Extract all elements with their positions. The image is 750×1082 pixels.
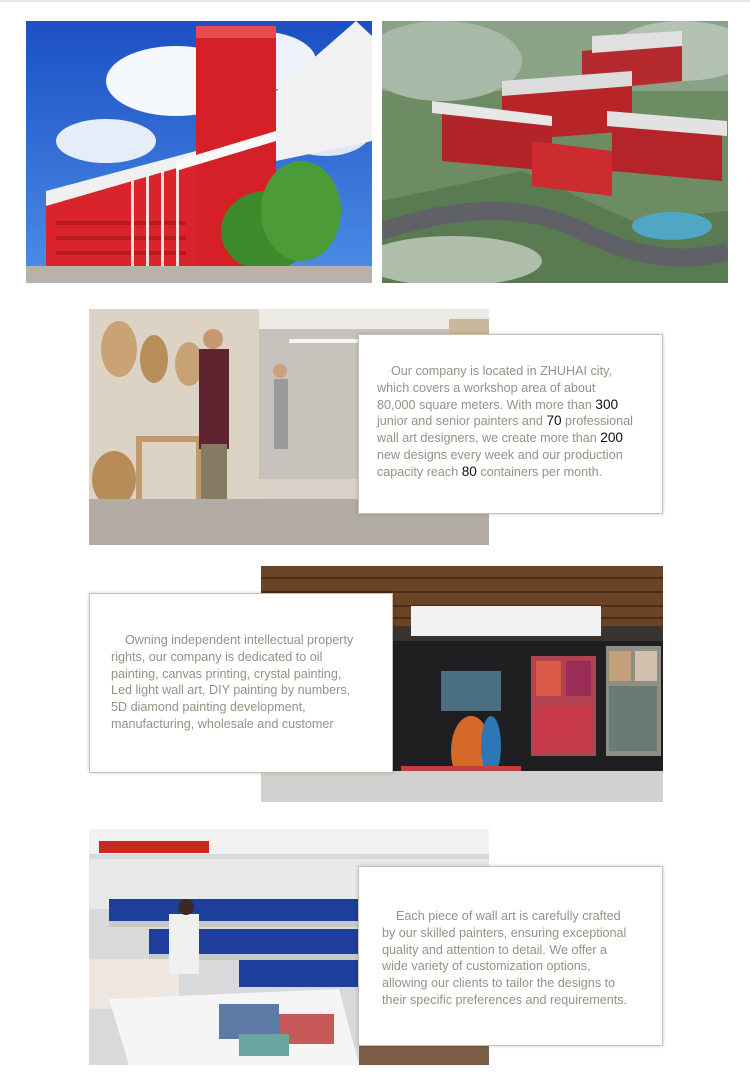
company-location-text-box [358, 334, 663, 514]
top-divider [0, 0, 750, 2]
weekly-designs: 200 [600, 430, 623, 446]
company-location-text: Our company is located in ZHUHAI city, which covers a workshop area of about 80,000 square meters. With more than 300 junior and senior painters and 70 professional wall art designers, we create more than 200 new designs every week and our production capacity reach 80 containers per month. [377, 364, 633, 479]
company-products-text: Owning independent intellectual property rights, our company is dedicated to oil painting, canvas printing, crystal painting, Led light wall art, DIY painting by numbers, 5D diamond painting development, manufacturing, wholesale and customer [111, 633, 354, 731]
painter-count: 300 [595, 396, 619, 412]
monthly-containers: 80 [461, 463, 477, 479]
company-products-text-box [89, 593, 393, 773]
designer-count: 70 [546, 413, 562, 429]
factory-building-photo [26, 21, 372, 283]
craftsmanship-text-box [358, 866, 663, 1046]
craftsmanship-text: Each piece of wall art is carefully crafted by our skilled painters, ensuring exceptional quality and attention to detail. We offer a wide variety of customization options, allowing our clients to tailor the designs to their specific preferences and requirements. [382, 909, 628, 1007]
factory-campus-aerial [382, 21, 728, 283]
